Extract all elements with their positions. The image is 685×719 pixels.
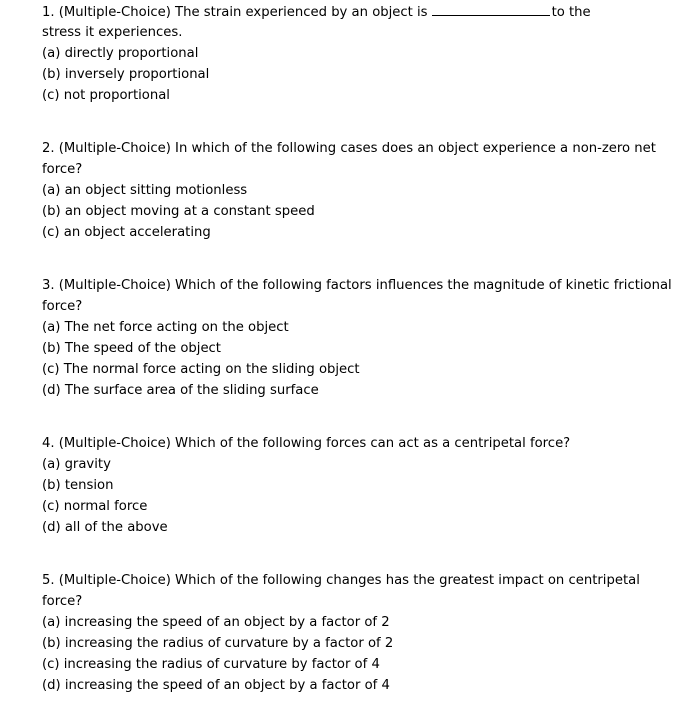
question-4-option-b: (b) tension	[42, 478, 114, 493]
question-2-stem: 2. (Multiple-Choice) In which of the following cases does an object experience a non-zero net	[42, 141, 656, 156]
question-1-stem-continued: stress it experiences.	[42, 25, 183, 40]
question-2	[42, 138, 672, 243]
question-4-option-a: (a) gravity	[42, 457, 111, 472]
question-2-stem-continued: force?	[42, 162, 83, 177]
question-5-option-d: (d) increasing the speed of an object by a factor of 4	[42, 678, 390, 693]
question-4-stem: 4. (Multiple-Choice) Which of the following forces can act as a centripetal force?	[42, 436, 571, 451]
answer-blank	[432, 1, 550, 16]
question-1-stem	[42, 1, 672, 22]
question-5	[42, 570, 672, 696]
question-4	[42, 433, 672, 538]
question-1	[42, 1, 672, 106]
question-3	[42, 275, 672, 401]
question-3-stem: 3. (Multiple-Choice) Which of the following factors influences the magnitude of kinetic frictional	[42, 278, 672, 293]
question-5-stem-continued: force?	[42, 594, 83, 609]
question-1-option-a: (a) directly proportional	[42, 46, 199, 61]
question-1-option-b: (b) inversely proportional	[42, 67, 210, 82]
question-4-option-c: (c) normal force	[42, 499, 148, 514]
question-3-option-b: (b) The speed of the object	[42, 341, 221, 356]
question-3-stem-continued: force?	[42, 299, 83, 314]
question-1-stem-before-blank: 1. (Multiple-Choice) The strain experienced by an object is	[42, 5, 428, 20]
question-5-option-c: (c) increasing the radius of curvature by factor of 4	[42, 657, 380, 672]
question-3-option-d: (d) The surface area of the sliding surface	[42, 383, 319, 398]
question-1-stem-after-blank: to the	[551, 5, 591, 20]
question-5-option-b: (b) increasing the radius of curvature by a factor of 2	[42, 636, 394, 651]
question-3-option-a: (a) The net force acting on the object	[42, 320, 289, 335]
question-3-option-c: (c) The normal force acting on the sliding object	[42, 362, 360, 377]
question-4-option-d: (d) all of the above	[42, 520, 168, 535]
question-1-option-c: (c) not proportional	[42, 88, 170, 103]
question-5-option-a: (a) increasing the speed of an object by a factor of 2	[42, 615, 390, 630]
question-2-option-b: (b) an object moving at a constant speed	[42, 204, 315, 219]
question-2-option-c: (c) an object accelerating	[42, 225, 211, 240]
question-2-option-a: (a) an object sitting motionless	[42, 183, 248, 198]
question-5-stem: 5. (Multiple-Choice) Which of the following changes has the greatest impact on centripetal	[42, 573, 640, 588]
